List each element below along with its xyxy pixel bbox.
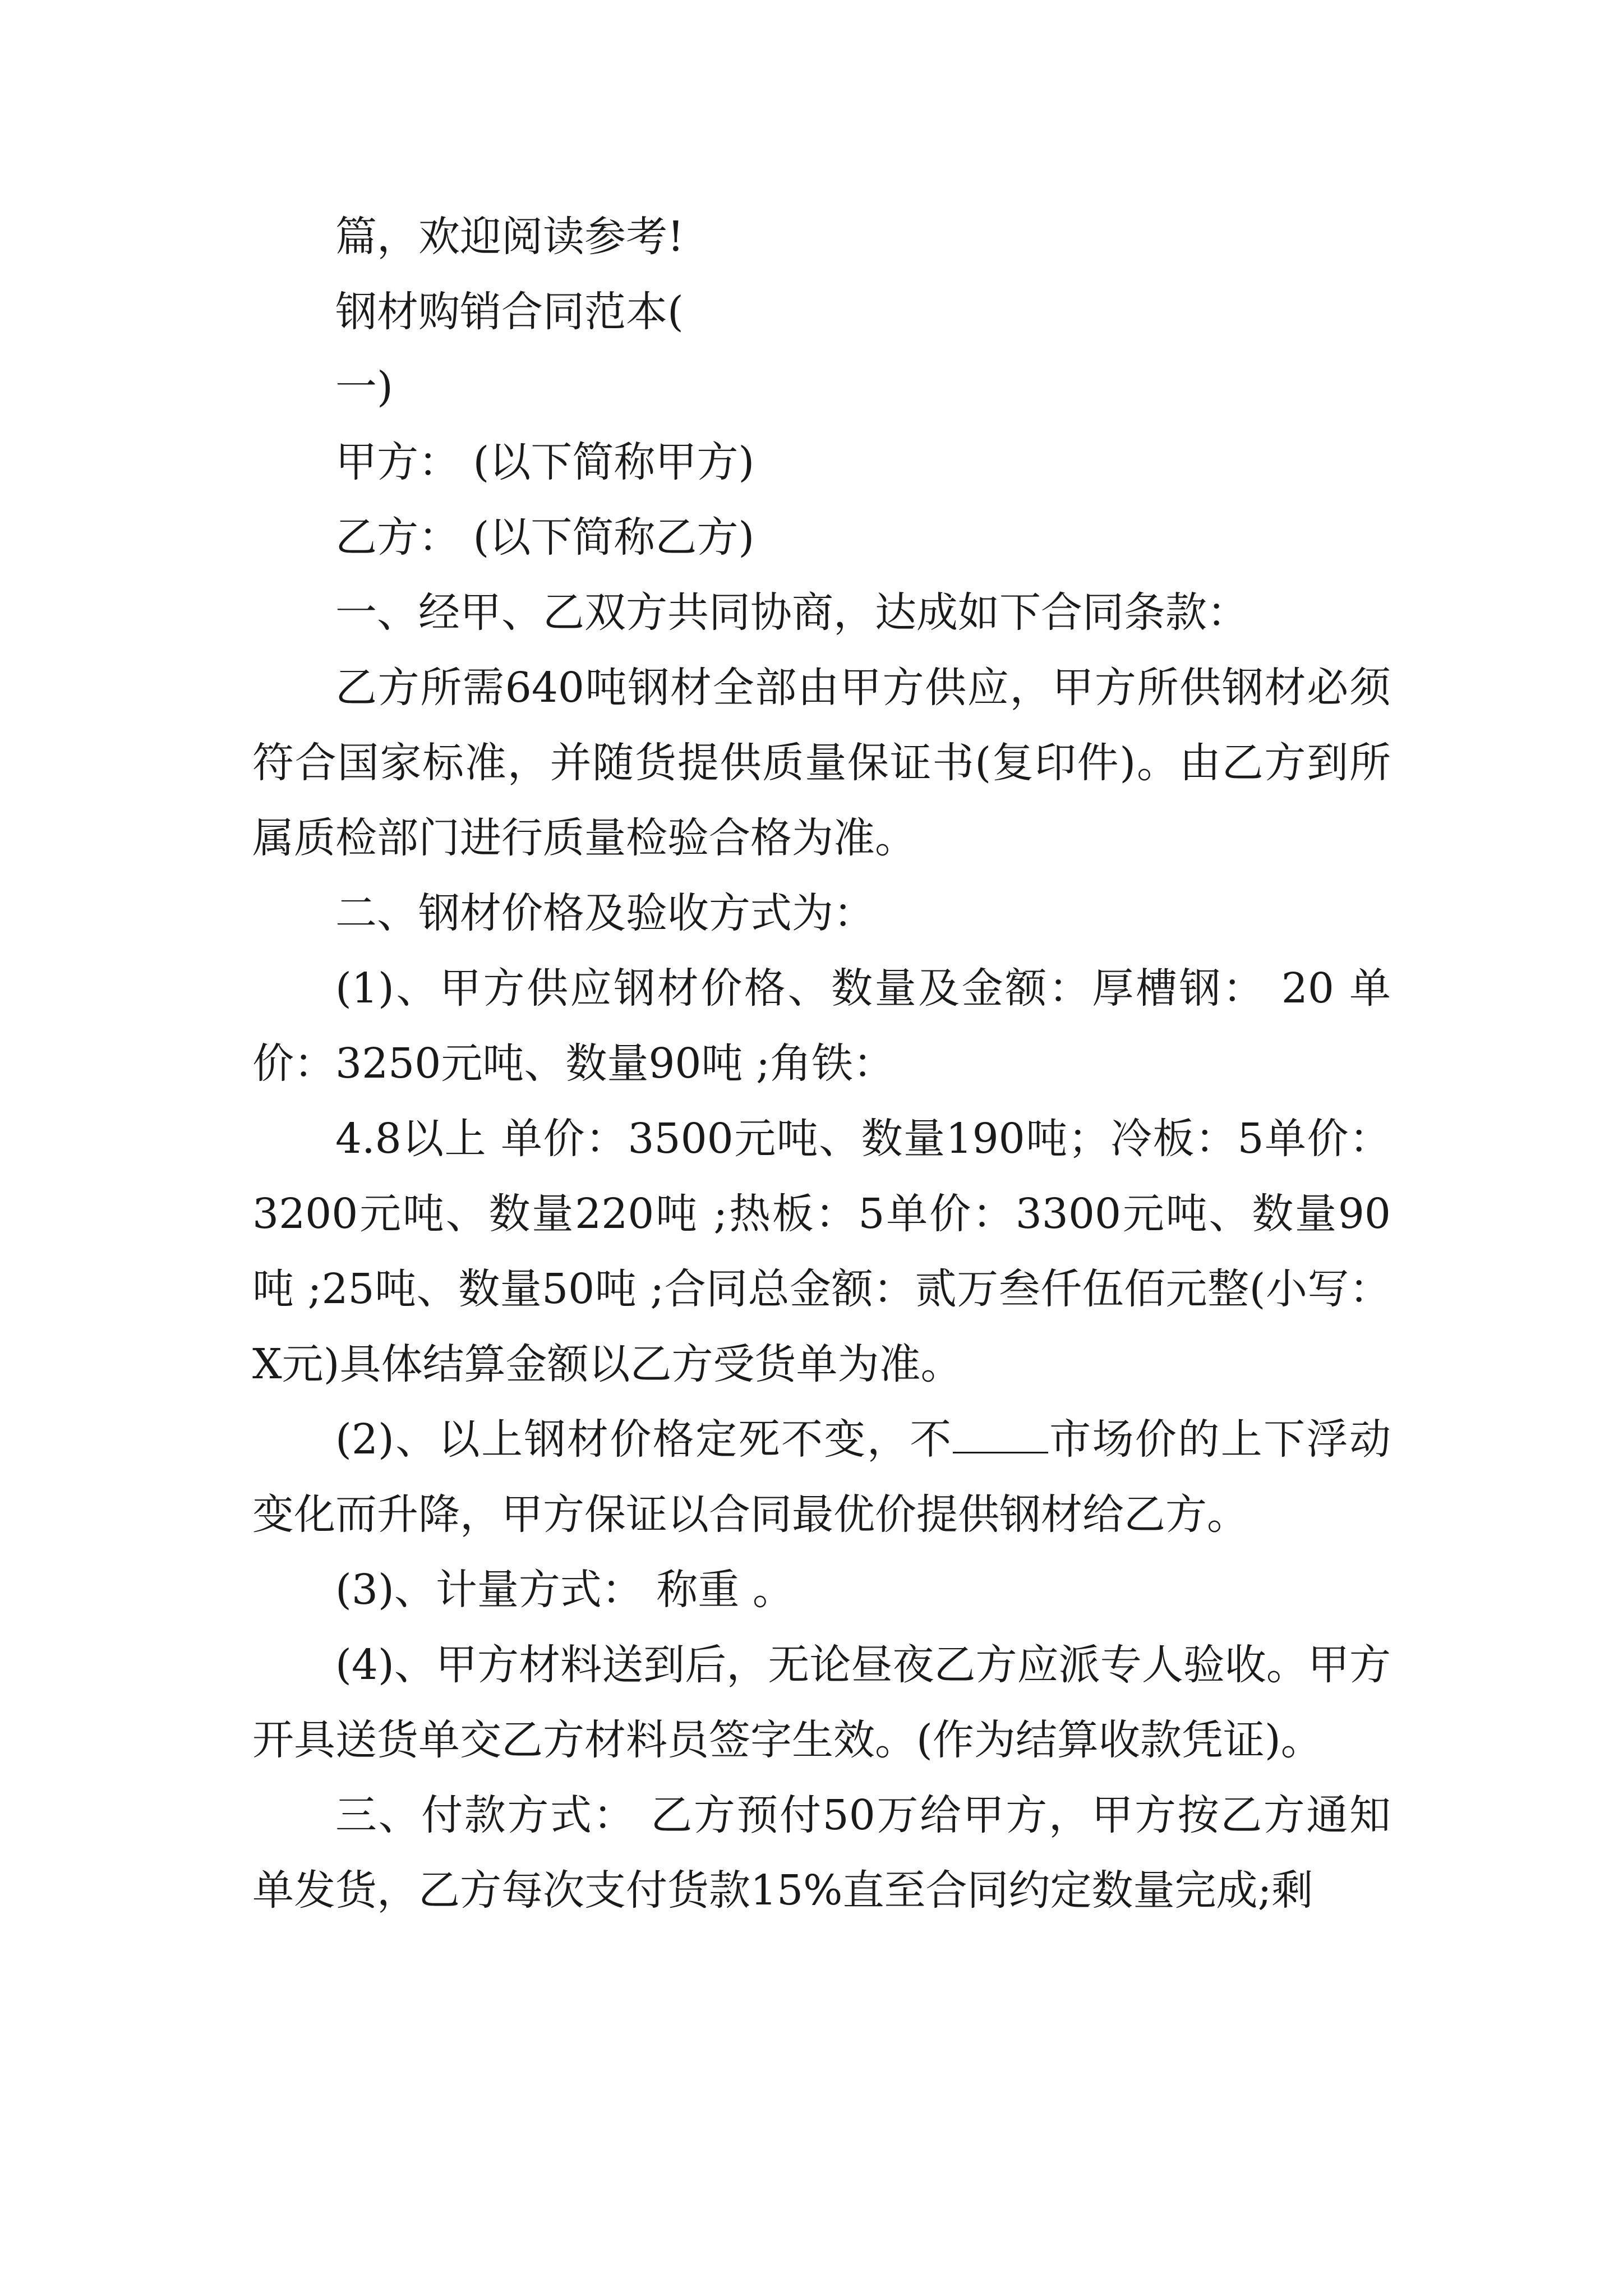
paragraph-section-1-body: 乙方所需640吨钢材全部由甲方供应，甲方所供钢材必须符合国家标准，并随货提供质量保证书(复印件)。由乙方到所属质检部门进行质量检验合格为准。 [252, 664, 1391, 862]
paragraph-section-3: 三、付款方式： 乙方预付50万给甲方，甲方按乙方通知单发货，乙方每次支付货款15%直至合同约定数量完成;剩 [252, 1791, 1391, 1915]
paragraph-clause-4: (4)、甲方材料送到后，无论昼夜乙方应派专人验收。甲方开具送货单交乙方材料员签字生效。(作为结算收款凭证)。 [252, 1641, 1391, 1764]
paragraph-clause-3: (3)、计量方式： 称重 。 [335, 1566, 794, 1614]
paragraph-contract-title: 钢材购销合同范本( [335, 288, 684, 336]
paragraph-clause-1: (1)、甲方供应钢材价格、数量及金额：厚槽钢： 20 单价：3250元吨、数量90吨 ;角铁： [252, 964, 1391, 1088]
paragraph-party-a: 甲方： (以下简称甲方) [335, 438, 755, 486]
paragraph-intro-tail: 篇，欢迎阅读参考! [335, 213, 684, 261]
clause-2-text-after-blank: 市场价的上下浮动变化而升降，甲方保证以合同最优价提供钢材给乙方。 [252, 1415, 1391, 1539]
fill-in-blank [953, 1418, 1048, 1453]
clause-2-text-before-blank: (2)、以上钢材价格定死不变，不 [335, 1415, 953, 1464]
paragraph-section-1-heading: 一、经甲、乙双方共同协商，达成如下合同条款： [335, 588, 1248, 637]
paragraph-clause-2 [252, 1402, 1391, 1552]
document-body [252, 199, 1391, 1928]
paragraph-party-b: 乙方： (以下简称乙方) [335, 513, 755, 562]
paragraph-section-2-heading: 二、钢材价格及验收方式为： [335, 889, 875, 937]
paragraph-contract-number: 一) [335, 363, 393, 411]
paragraph-clause-1-continued: 4.8以上 单价：3500元吨、数量190吨；冷板：5单价：3200元吨、数量220吨 ;热板：5单价：3300元吨、数量90吨 ;25吨、数量50吨 ;合同总金额：贰万叁仟伍佰元整(小写：X元)具体结算金额以乙方受货单为准。 [252, 1115, 1391, 1388]
